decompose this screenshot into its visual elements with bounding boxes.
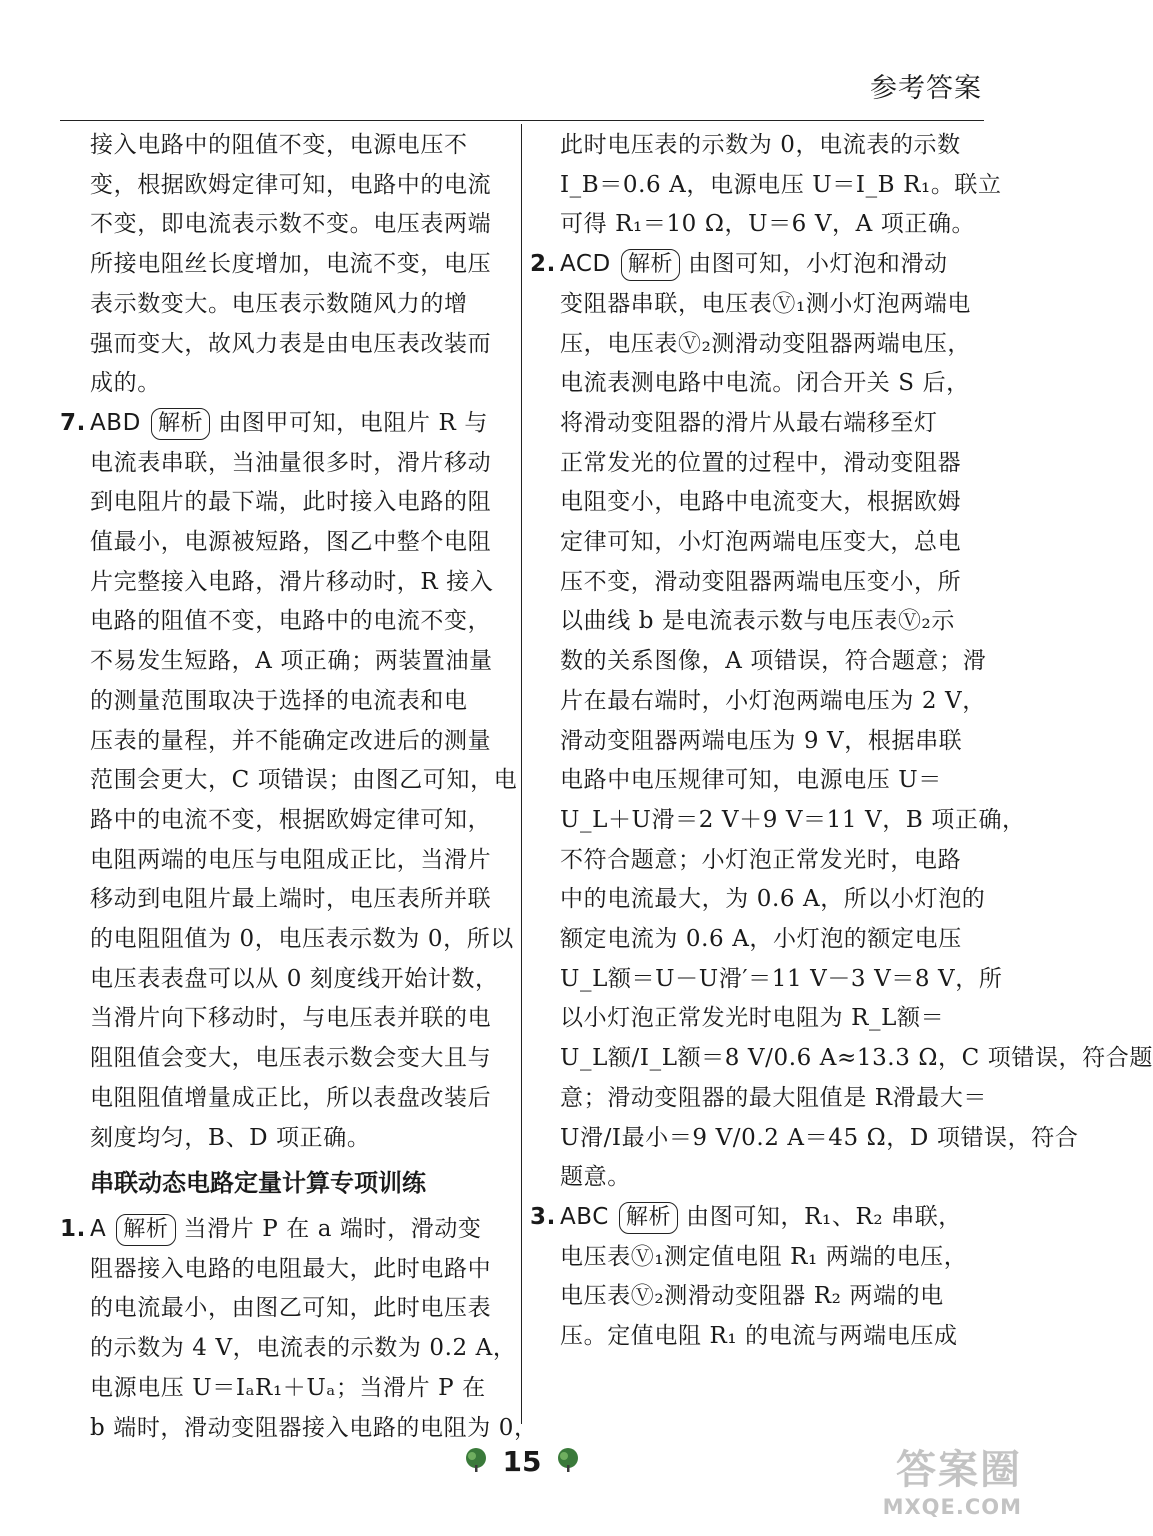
text-line: 电压表Ⓥ₁测定值电阻 R₁ 两端的电压， — [560, 1243, 968, 1270]
answer-choice: A — [89, 1215, 107, 1242]
text-line: 以小灯泡正常发光时电阻为 R_L额＝ — [560, 1005, 945, 1032]
text-line: 路中的电流不变，根据欧姆定律可知， — [90, 806, 492, 833]
text-line: 由图甲可知，电阻片 R 与 — [218, 409, 488, 436]
text-line: 当滑片向下移动时，与电压表并联的电 — [90, 1005, 492, 1032]
text-line: 电路中电压规律可知，电源电压 U＝ — [560, 767, 942, 794]
watermark — [852, 1438, 1022, 1528]
question-number: 1. — [60, 1215, 86, 1242]
text-line: 变阻器串联，电压表Ⓥ₁测小灯泡两端电 — [560, 290, 972, 317]
page-number: 15 — [502, 1445, 542, 1478]
question-number: 3. — [530, 1203, 556, 1230]
text-line: 由图可知，R₁、R₂ 串联， — [686, 1203, 962, 1230]
analysis-tag: 解析 — [116, 1214, 175, 1246]
right-column — [530, 126, 1153, 1357]
page-header: 参考答案 — [870, 73, 982, 104]
header-rule — [60, 120, 984, 121]
text-line: 刻度均匀，B、D 项正确。 — [90, 1124, 371, 1151]
text-line: 电路的阻值不变，电路中的电流不变， — [90, 608, 492, 635]
text-line: 额定电流为 0.6 A，小灯泡的额定电压 — [560, 926, 962, 953]
text-line: 不易发生短路，A 项正确；两装置油量 — [90, 648, 493, 675]
text-line: 数的关系图像，A 项错误，符合题意；滑 — [560, 648, 987, 675]
text-line: 不变，即电流表示数不变。电压表两端 — [90, 211, 492, 238]
question-number: 2. — [530, 251, 556, 278]
text-line: 电流表测电路中电流。闭合开关 S 后， — [560, 370, 970, 397]
text-line: 中的电流最大，为 0.6 A，所以小灯泡的 — [560, 886, 986, 913]
text-line: 电源电压 U＝IₐR₁＋Uₐ；当滑片 P 在 — [90, 1374, 486, 1401]
text-line: 成的。 — [90, 370, 161, 397]
text-line: 此时电压表的示数为 0，电流表的示数 — [560, 132, 961, 158]
text-line: 滑动变阻器两端电压为 9 V，根据串联 — [560, 727, 963, 754]
text-line: I_B＝0.6 A，电源电压 U＝I_B R₁。联立 — [560, 171, 1002, 198]
text-line: b 端时，滑动变阻器接入电路的电阻为 0， — [90, 1414, 538, 1441]
answer-choice: ABD — [89, 409, 141, 436]
section-title: 串联动态电路定量计算专项训练 — [90, 1169, 426, 1198]
text-line: 定律可知，小灯泡两端电压变大，总电 — [560, 529, 962, 556]
left-column — [60, 126, 538, 1448]
text-line: 的示数为 4 V，电流表的示数为 0.2 A， — [90, 1335, 517, 1362]
text-line: U_L＋U滑＝2 V＋9 V＝11 V，B 项正确， — [560, 806, 1026, 833]
text-line: 将滑动变阻器的滑片从最右端移至灯 — [560, 409, 938, 436]
column-divider — [521, 124, 522, 1424]
text-line: 压，电压表Ⓥ₂测滑动变阻器两端电压， — [560, 330, 972, 357]
text-line: 强而变大，故风力表是由电压表改装而 — [90, 330, 492, 357]
text-line: 阻器接入电路的电阻最大，此时电路中 — [90, 1255, 492, 1282]
text-line: 电流表串联，当油量很多时，滑片移动 — [90, 449, 492, 476]
answer-choice: ACD — [559, 251, 611, 278]
text-line: 电压表表盘可以从 0 刻度线开始计数， — [90, 965, 499, 992]
text-line: 意；滑动变阻器的最大阻值是 R滑最大＝ — [560, 1084, 988, 1111]
text-line: 由图可知，小灯泡和滑动 — [688, 251, 948, 278]
text-line: 值最小，电源被短路，图乙中整个电阻 — [90, 529, 492, 556]
text-line: U_L额＝U－U滑′＝11 V－3 V＝8 V，所 — [560, 965, 1003, 992]
question-number: 7. — [60, 409, 86, 436]
text-line: 电阻阻值增量成正比，所以表盘改装后 — [90, 1084, 492, 1111]
watermark-site: MXQE.COM — [882, 1495, 1022, 1519]
leaf-icon — [463, 1447, 489, 1477]
text-line: 片在最右端时，小灯泡两端电压为 2 V， — [560, 687, 986, 714]
answer-choice: ABC — [559, 1203, 609, 1230]
text-line: 的电流最小，由图乙可知，此时电压表 — [90, 1295, 492, 1322]
analysis-tag: 解析 — [621, 249, 680, 281]
text-line: 当滑片 P 在 a 端时，滑动变 — [183, 1215, 482, 1242]
text-line: 题意。 — [560, 1164, 631, 1191]
text-line: 可得 R₁＝10 Ω，U＝6 V，A 项正确。 — [560, 211, 976, 238]
text-line: 正常发光的位置的过程中，滑动变阻器 — [560, 449, 962, 476]
text-line: 所接电阻丝长度增加，电流不变，电压 — [90, 251, 492, 278]
text-line: 压表的量程，并不能确定改进后的测量 — [90, 727, 492, 754]
text-line: 到电阻片的最下端，此时接入电路的阻 — [90, 489, 492, 516]
text-line: 范围会更大，C 项错误；由图乙可知，电 — [90, 767, 518, 794]
formula-line: U滑/I最小＝9 V/0.2 A＝45 Ω，D 项错误，符合 — [560, 1124, 1079, 1151]
text-line: 压不变，滑动变阻器两端电压变小，所 — [560, 568, 962, 595]
question-1-header — [60, 1210, 504, 1250]
analysis-tag: 解析 — [151, 408, 210, 440]
text-line: 电压表Ⓥ₂测滑动变阻器 R₂ 两端的电 — [560, 1283, 944, 1310]
watermark-logo: 答案圈 — [896, 1447, 1022, 1493]
text-line: 表示数变大。电压表示数随风力的增 — [90, 290, 468, 317]
text-line: 不符合题意；小灯泡正常发光时，电路 — [560, 846, 962, 873]
text-line: 以曲线 b 是电流表示数与电压表Ⓥ₂示 — [560, 608, 955, 635]
text-line: 变，根据欧姆定律可知，电路中的电流 — [90, 171, 492, 198]
text-line: 的测量范围取决于选择的电流表和电 — [90, 687, 468, 714]
text-line: 压。定值电阻 R₁ 的电流与两端电压成 — [560, 1323, 958, 1350]
text-line: 电阻变小，电路中电流变大，根据欧姆 — [560, 489, 962, 516]
text-line: 电阻两端的电压与电阻成正比，当滑片 — [90, 846, 492, 873]
leaf-icon — [555, 1447, 581, 1477]
text-line: 片完整接入电路，滑片移动时，R 接入 — [90, 568, 494, 595]
question-3-header — [530, 1198, 982, 1238]
formula-line: U_L额/I_L额＝8 V/0.6 A≈13.3 Ω，C 项错误，符合题 — [560, 1045, 1153, 1072]
text-line: 移动到电阻片最上端时，电压表所并联 — [90, 886, 492, 913]
question-7-header — [60, 404, 504, 444]
text-line: 的电阻阻值为 0，电压表示数为 0，所以 — [90, 926, 514, 953]
question-2-header — [530, 245, 982, 285]
analysis-tag: 解析 — [619, 1202, 678, 1234]
text-line: 阻阻值会变大，电压表示数会变大且与 — [90, 1045, 492, 1072]
text-line: 接入电路中的阻值不变，电源电压不 — [90, 132, 468, 158]
